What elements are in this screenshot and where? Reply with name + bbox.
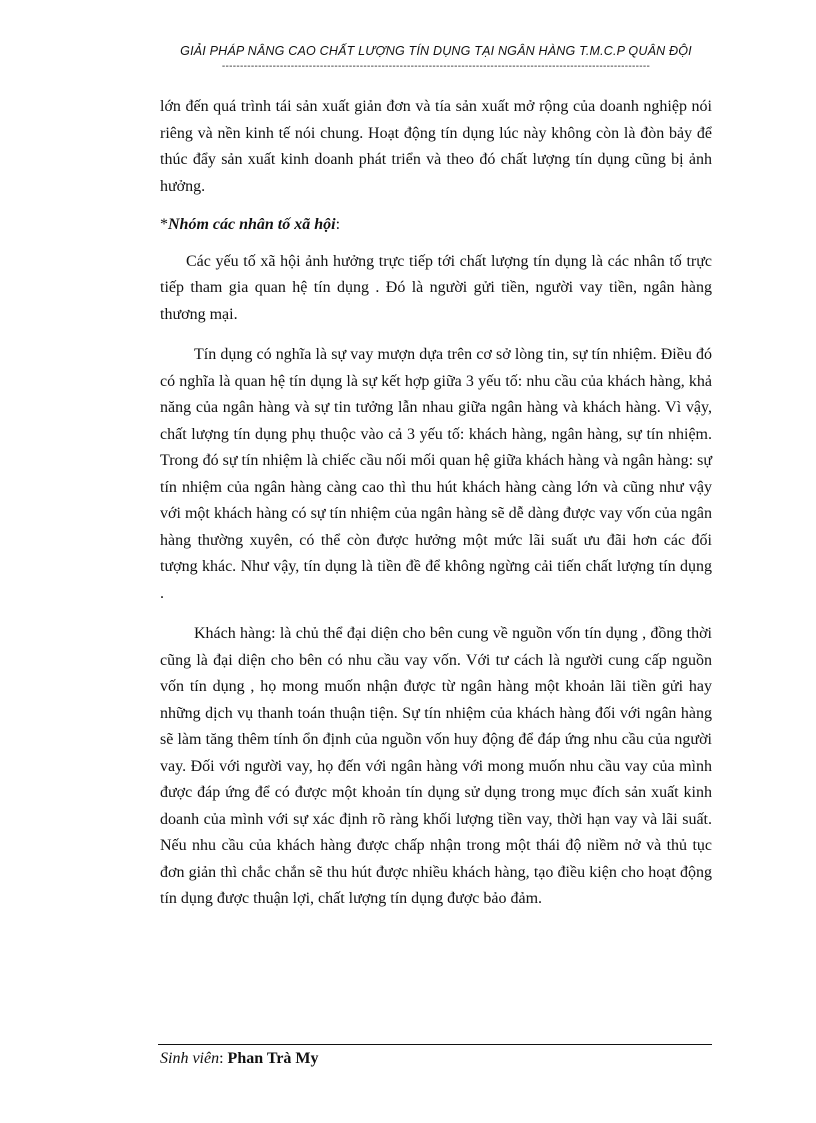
page-header [160, 44, 712, 72]
paragraph-customers: Khách hàng: là chủ thể đại diện cho bên cung về nguồn vốn tín dụng , đồng thời cũng là đại diện cho bên có nhu cầu vay vốn. Với tư cách là người cung cấp nguồn vốn tín dụng , họ mong muốn nhận được từ ngân hàng một khoản lãi tiền gửi hay những dịch vụ thanh toán thuận tiện. Sự tín nhiệm của khách hàng đối với ngân hàng sẽ làm tăng thêm tính ổn định của nguồn vốn huy động để đáp ứng nhu cầu của người vay. Đối với người vay, họ đến với ngân hàng với mong muốn nhu cầu vay của mình được đáp ứng để có được một khoản tín dụng sử dụng trong mục đích sản xuất kinh doanh của mình với sự xác định rõ ràng khối lượng tiền vay, thời hạn vay và lãi suất. Nếu nhu cầu của khách hàng được chấp nhận trong một thái độ niềm nở và thủ tục đơn giản thì chắc chắn sẽ thu hút được nhiều khách hàng, tạo điều kiện cho hoạt động tín dụng được thuận lợi, chất lượng tín dụng được bảo đảm. [160, 625, 712, 907]
paragraph-continuation: lớn đến quá trình tái sản xuất giản đơn và tía sản xuất mở rộng của doanh nghiệp nói riêng và nền kinh tế nói chung. Hoạt động tín dụng lúc này không còn là đòn bảy để thúc đẩy sản xuất kinh doanh phát triển và theo đó chất lượng tín dụng cũng bị ảnh hưởng. [160, 98, 712, 195]
header-dashed-rule: ---------------------------------------------------------------------------------------------------------------------- [221, 62, 651, 72]
paragraph-social-factors: Các yếu tố xã hội ảnh hưởng trực tiếp tới chất lượng tín dụng là các nhân tố trực tiếp tham gia quan hệ tín dụng . Đó là người gửi tiền, người vay tiền, ngân hàng thương mại. [160, 252, 712, 323]
document-body [160, 94, 712, 913]
paragraph-credit-trust: Tín dụng có nghĩa là sự vay mượn dựa trên cơ sở lòng tin, sự tín nhiệm. Điều đó có nghĩa là quan hệ tín dụng là sự kết hợp giữa 3 yếu tố: nhu cầu của khách hàng, khả năng của ngân hàng và sự tin tưởng lẫn nhau giữa ngân hàng và khách hàng. Vì vậy, chất lượng tín dụng phụ thuộc vào cả 3 yếu tố: khách hàng, ngân hàng, sự tín nhiệm. Trong đó sự tín nhiệm là chiếc cầu nối mối quan hệ giữa khách hàng và ngân hàng: sự tín nhiệm của ngân hàng càng cao thì thu hút khách hàng càng lớn và cũng như vậy với một khách hàng có sự tín nhiệm của ngân hàng sẽ dễ dàng được vay vốn của ngân hàng thường xuyên, có thể còn được hưởng một mức lãi suất ưu đãi hơn các đối tượng khác. Như vậy, tín dụng là tiền đề để không ngừng cải tiến chất lượng tín dụng . [160, 346, 712, 602]
heading-suffix: : [335, 216, 341, 233]
heading-prefix: * [160, 216, 168, 233]
header-title: GIẢI PHÁP NÂNG CAO CHẤT LƯỢNG TÍN DỤNG TẠI NGÂN HÀNG T.M.C.P QUÂN ĐỘI [180, 44, 692, 58]
student-name: Phan Trà My [227, 1050, 319, 1067]
footer-rule [158, 1044, 712, 1045]
footer-separator: : [219, 1050, 228, 1067]
section-heading [160, 212, 712, 239]
heading-text: Nhóm các nhân tố xã hội [168, 216, 336, 233]
page-footer [160, 1050, 319, 1068]
footer-label: Sinh viên [160, 1050, 220, 1067]
